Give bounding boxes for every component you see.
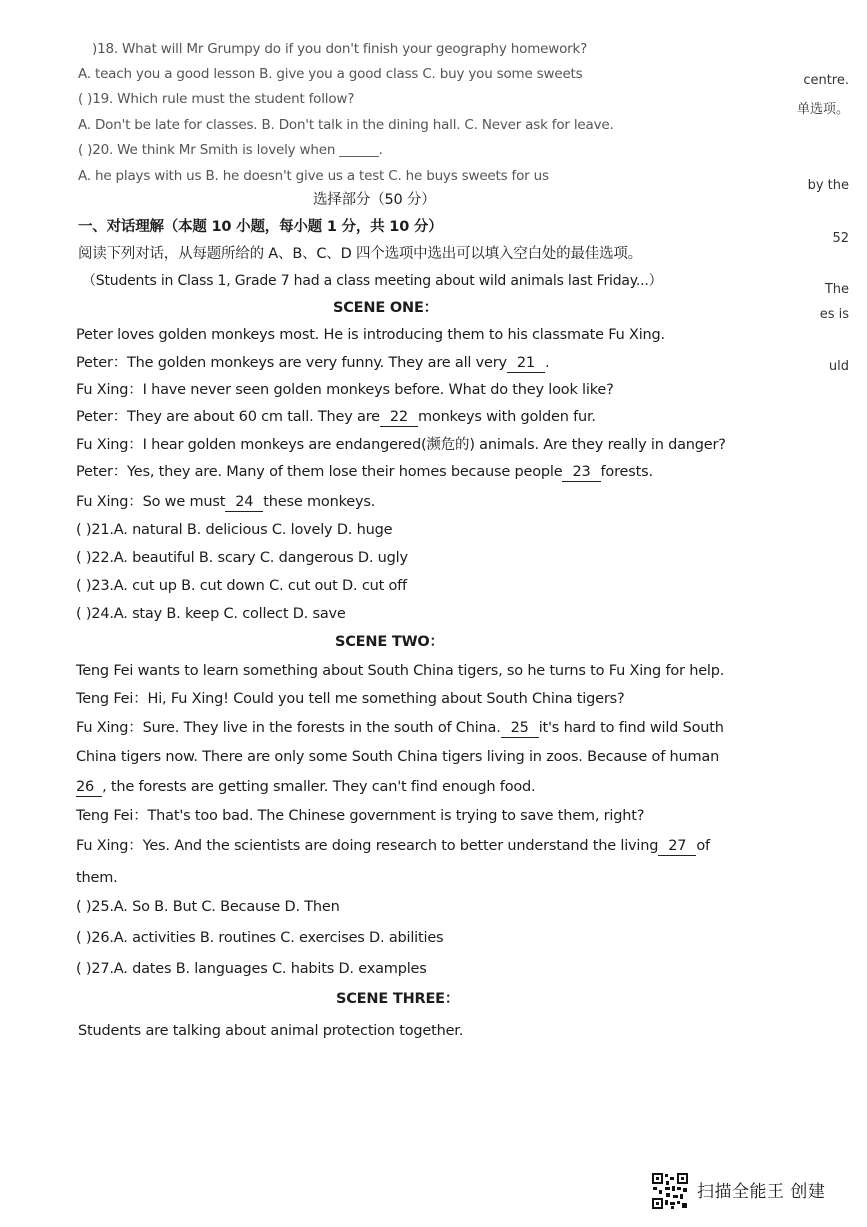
blank-26[interactable]: 26 xyxy=(76,778,102,797)
blank-24[interactable]: 24 xyxy=(225,493,263,512)
edge-fragment: 52 xyxy=(832,231,849,246)
blank-21[interactable]: 21 xyxy=(507,354,545,373)
dialogue-line: Fu Xing：I have never seen golden monkeys before. What do they look like? xyxy=(76,382,614,398)
option-row-23[interactable]: ( )23.A. cut up B. cut down C. cut out D. cut off xyxy=(76,578,407,594)
question-18-options: A. teach you a good lesson B. give you a good class C. buy you some sweets xyxy=(78,66,583,82)
edge-fragment: es is xyxy=(819,307,849,322)
context-note: （Students in Class 1, Grade 7 had a class meeting about wild animals last Friday...） xyxy=(82,273,663,289)
dialogue-line: China tigers now. There are only some South China tigers living in zoos. Because of human xyxy=(76,749,720,765)
question-19-options: A. Don't be late for classes. B. Don't talk in the dining hall. C. Never ask for leave. xyxy=(78,117,614,133)
blank-27[interactable]: 27 xyxy=(658,837,696,856)
dialogue-line: Peter：The golden monkeys are very funny. They are all very 21 . xyxy=(76,355,550,371)
scene-one-title: SCENE ONE： xyxy=(333,300,438,316)
edge-fragment: centre. xyxy=(803,73,849,88)
question-18: )18. What will Mr Grumpy do if you don't finish your geography homework? xyxy=(92,41,588,57)
option-row-27[interactable]: ( )27.A. dates B. languages C. habits D. examples xyxy=(76,961,427,977)
dialogue-line: 26 , the forests are getting smaller. They can't find enough food. xyxy=(76,779,536,795)
dialogue-line: Teng Fei：Hi, Fu Xing! Could you tell me something about South China tigers? xyxy=(76,691,625,707)
edge-fragment: by the xyxy=(807,178,849,193)
dialogue-line: Fu Xing：I hear golden monkeys are endangered(濒危的) animals. Are they really in danger? xyxy=(76,437,726,453)
question-20: ( )20. We think Mr Smith is lovely when ______. xyxy=(78,142,383,158)
blank-25[interactable]: 25 xyxy=(501,719,539,738)
part-heading: 一、对话理解（本题 10 小题，每小题 1 分，共 10 分） xyxy=(78,219,443,235)
question-20-options: A. he plays with us B. he doesn't give us a test C. he buys sweets for us xyxy=(78,168,549,184)
dialogue-line: Teng Fei：That's too bad. The Chinese government is trying to save them, right? xyxy=(76,808,645,824)
scene-two-title: SCENE TWO： xyxy=(335,634,444,650)
dialogue-line: Fu Xing：Sure. They live in the forests in the south of China. 25 it's hard to find wild South xyxy=(76,720,724,736)
edge-fragment: 单选项。 xyxy=(796,102,849,117)
question-19: ( )19. Which rule must the student follow? xyxy=(78,91,355,107)
dialogue-line: Peter：They are about 60 cm tall. They are 22 monkeys with golden fur. xyxy=(76,409,596,425)
scanner-watermark: 扫描全能王 创建 xyxy=(697,1182,826,1202)
scene-three-intro: Students are talking about animal protection together. xyxy=(78,1023,464,1039)
blank-23[interactable]: 23 xyxy=(562,463,600,482)
dialogue-line: Fu Xing：Yes. And the scientists are doing research to better understand the living 27 of xyxy=(76,838,710,854)
dialogue-line: them. xyxy=(76,870,118,886)
scene-three-title: SCENE THREE： xyxy=(336,991,460,1007)
section-title: 选择部分（50 分） xyxy=(313,192,436,208)
qr-code-icon xyxy=(651,1172,689,1210)
edge-fragment: The xyxy=(824,282,849,297)
instruction: 阅读下列对话，从每题所给的 A、B、C、D 四个选项中选出可以填入空白处的最佳选项。 xyxy=(78,246,642,262)
blank-22[interactable]: 22 xyxy=(380,408,418,427)
scene-one-intro: Peter loves golden monkeys most. He is introducing them to his classmate Fu Xing. xyxy=(76,327,665,343)
option-row-21[interactable]: ( )21.A. natural B. delicious C. lovely D. huge xyxy=(76,522,393,538)
option-row-26[interactable]: ( )26.A. activities B. routines C. exercises D. abilities xyxy=(76,930,444,946)
option-row-24[interactable]: ( )24.A. stay B. keep C. collect D. save xyxy=(76,606,346,622)
edge-fragment: uld xyxy=(828,359,849,374)
option-row-25[interactable]: ( )25.A. So B. But C. Because D. Then xyxy=(76,899,340,915)
dialogue-line: Peter：Yes, they are. Many of them lose their homes because people 23 forests. xyxy=(76,464,653,480)
scene-two-intro: Teng Fei wants to learn something about South China tigers, so he turns to Fu Xing for help. xyxy=(76,663,725,679)
option-row-22[interactable]: ( )22.A. beautiful B. scary C. dangerous D. ugly xyxy=(76,550,408,566)
dialogue-line: Fu Xing：So we must 24 these monkeys. xyxy=(76,494,376,510)
